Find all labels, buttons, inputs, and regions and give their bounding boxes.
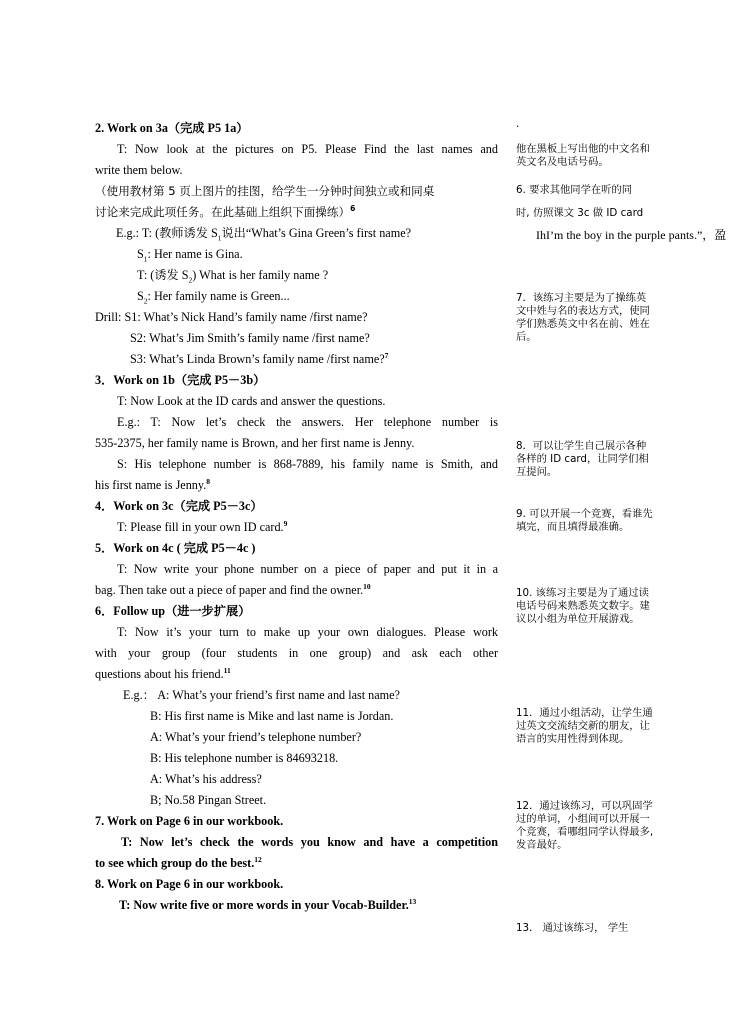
paragraph-line: T: Now let’s check the words you know and have a competition [121,835,498,849]
dialogue-line: A: What’s your friend’s telephone number? [150,730,362,744]
section-7-heading: 7. Work on Page 6 in our workbook. [95,814,284,828]
dialogue-line: B: His first name is Mike and last name is Jordan. [150,709,394,723]
side-note-9: 9. 可以开展一个竞赛，看谁先填完，而且填得最准确。 [516,508,653,533]
paragraph-line: T: Now look at the pictures on P5. Please Find the last names and [117,142,498,156]
side-note-dot: . [516,118,520,130]
side-note-7: 7．该练习主要是为了操练英文中姓与名的表达方式，使同学们熟悉英文中名在前、姓在后。 [516,292,650,343]
dialogue-line: B: His telephone number is 84693218. [150,751,339,765]
example-line: T: (诱发 $S_2$) What is her family name ? [137,268,329,285]
side-note-13: 13． 通过该练习， 学生 [516,922,629,934]
side-note-6-line2: 时, 仿照课文 3c 做 ID card [516,207,644,219]
example-line: E.g.: T: (教师诱发 $S_1$说出“What’s Gina Green’s first name? [116,226,412,243]
side-note-10: 10. 该练习主要是为了通过读电话号码来熟悉英文数字。建议以小组为单位开展游戏。 [516,587,650,625]
paragraph-line: T: Now write five or more words in your Vocab-Builder.$^{13}$ [119,896,417,912]
paragraph-line: with your group (four students in one group) and ask each other [95,646,498,660]
footnote-marker: 12 [254,854,262,864]
lesson-procedure [95,118,498,916]
section-3-heading: 3．Work on 1b（完成 P5－3b） [95,373,266,387]
paragraph-line: S: His telephone number is 868-7889, his family name is Smith, and [117,457,498,471]
paragraph-line: to see which group do the best.$^{12}$ [95,854,262,870]
side-note-12: 12．通过该练习，可以巩固学过的单词，小组间可以开展一个竞赛，看哪组同学认得最多, 发音最好。 [516,800,654,851]
paragraph-line: T: Please fill in your own ID card.$^9$ [117,518,288,534]
drill-line: S2: What’s Jim Smith’s family name /first name? [130,331,370,345]
paragraph-line: questions about his friend.$^{11}$ [95,665,231,681]
footnote-marker: 9 [283,518,288,528]
side-note-6-line3: IhI’m the boy in the purple pants.”，盈 [536,229,727,242]
footnote-marker: 10 [363,581,371,591]
section-5-heading: 5．Work on 4c ( 完成 P5－4c ) [95,541,256,555]
side-note-5: 他在黑板上写出他的中文名和英文名及电话号码。 [516,143,650,168]
side-note-8: 8．可以让学生自己展示各种各样的 ID card，让同学们相互提问。 [516,440,649,478]
drill-line: Drill: S1: What’s Nick Hand’s family name /first name? [95,310,368,324]
paragraph-line: E.g.: T: Now let’s check the answers. Her telephone number is [117,415,498,429]
paragraph-line: 讨论来完成此项任务。在此基础上组织下面操练）$^6$ [95,204,356,219]
paragraph-line: bag. Then take out a piece of paper and find the owner.$^{10}$ [95,581,371,597]
dialogue-line: E.g.： A: What’s your friend’s first name and last name? [123,688,400,702]
section-2-heading: 2. Work on 3a（完成 P5 1a） [95,121,249,135]
footnote-marker: 13 [408,896,417,906]
example-line: $S_1$: Her name is Gina. [137,247,243,264]
drill-line: S3: What’s Linda Brown’s family name /first name?$^7$ [130,350,389,366]
section-8-heading: 8. Work on Page 6 in our workbook. [95,877,284,891]
paragraph-line: 535-2375, her family name is Brown, and her first name is Jenny. [95,436,415,450]
side-note-11: 11．通过小组活动，让学生通过英文交流结交新的朋友，让语言的实用性得到体现。 [516,707,653,745]
dialogue-line: A: What’s his address? [150,772,262,786]
footnote-marker: 6 [350,204,356,214]
paragraph-line: write them below. [95,163,183,177]
paragraph-line: T: Now it’s your turn to make up your own dialogues. Please work [117,625,498,639]
paragraph-line: T: Now write your phone number on a piece of paper and put it in a [117,562,498,576]
paragraph-line: his first name is Jenny.$^8$ [95,476,211,492]
example-line: $S_2$: Her family name is Green... [137,289,290,306]
footnote-marker: 8 [206,476,211,486]
section-4-heading: 4．Work on 3c（完成 P5－3c） [95,499,263,513]
paragraph-line: T: Now Look at the ID cards and answer the questions. [117,394,386,408]
section-6-heading: 6．Follow up（进一步扩展） [95,604,251,618]
footnote-marker: 11 [223,665,231,675]
side-note-6-line1: 6. 要求其他同学在听的同 [516,184,633,196]
dialogue-line: B; No.58 Pingan Street. [150,793,267,807]
footnote-marker: 7 [384,350,389,360]
paragraph-line: （使用教材第 5 页上图片的挂图，给学生一分钟时间独立或和同桌 [95,184,435,198]
